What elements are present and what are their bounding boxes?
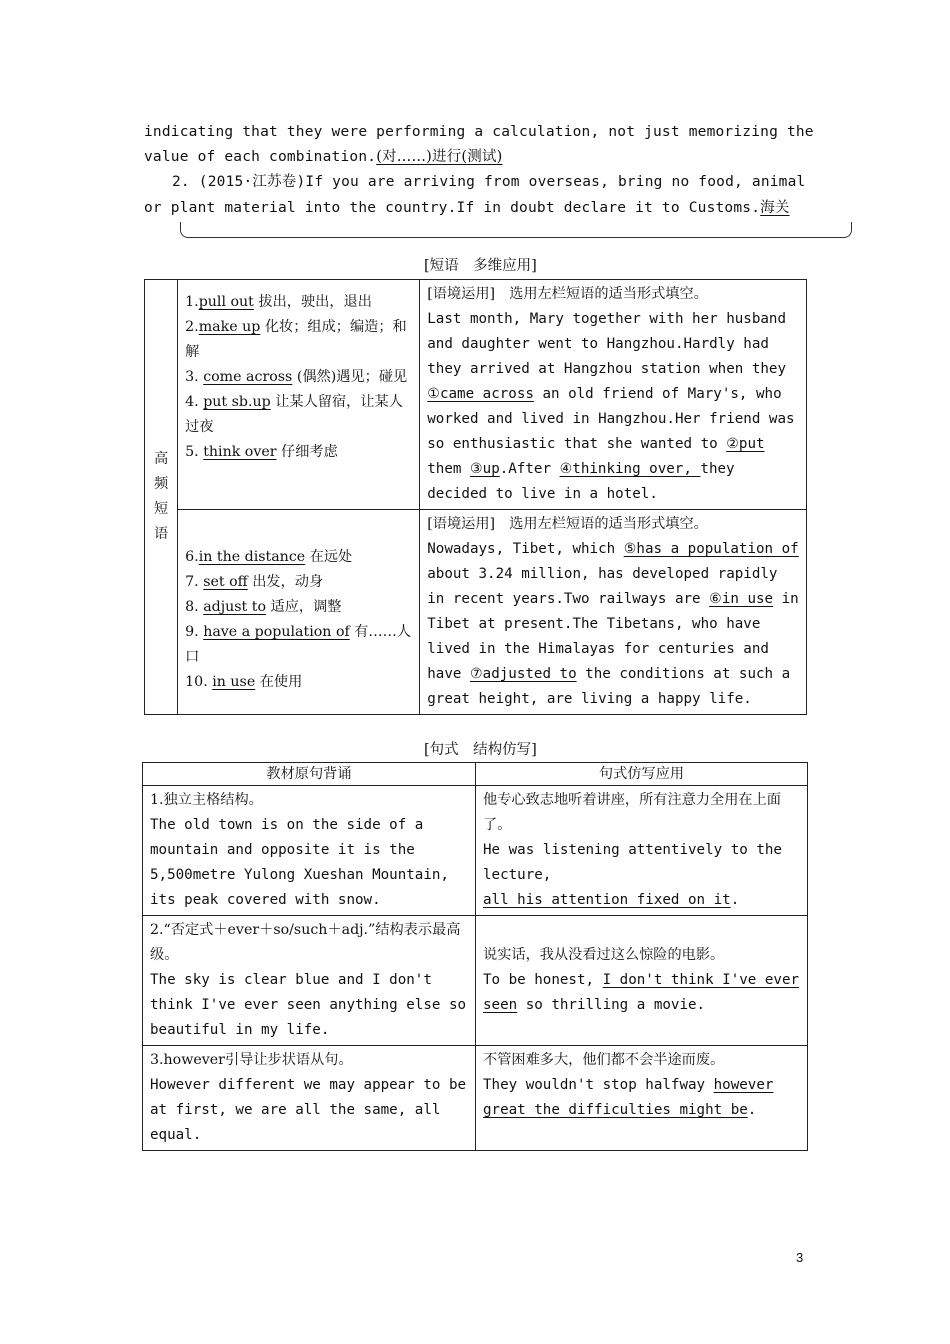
phrase-text: in the distance (198, 549, 306, 565)
blank-answer: ⑦adjusted to (469, 666, 577, 682)
brace-divider (180, 222, 852, 238)
phrase-item: 3. come across (偶然)遇见；碰见 (185, 369, 408, 385)
chinese-prompt: 不管困难多大，他们都不会半途而废。 (483, 1052, 725, 1068)
phrase-item: 9. have a population of 有……人口 (185, 624, 411, 665)
phrase-item: 8. adjust to 适应，调整 (185, 599, 342, 615)
side-label-char: 频 (153, 476, 169, 492)
sentence-row-right (476, 786, 808, 916)
side-label-char: 语 (153, 526, 169, 542)
phrase-text: make up (198, 319, 261, 335)
sentence-row-left (143, 916, 476, 1046)
context-title: [语境运用] 选用左栏短语的适当形式填空。 (427, 286, 708, 302)
blank-answer: ②put (726, 436, 765, 452)
intro-line-3: 2. (2015·江苏卷)If you are arriving from overseas, bring no food, animal (172, 174, 806, 190)
blank-answer: ④thinking over, (559, 461, 701, 477)
context-paragraph: Last month, Mary together with her husband and daughter went to Hangzhou.Hardly had they arrived at Hangzhou station when they ①came across an old friend of Mary's, who worked and lived in Hangzhou.Her friend was so enthusiastic that she wanted to ②put them ③up.After ④thinking over, they decided to live in a hotel. (427, 311, 795, 502)
context-cell-1 (420, 280, 807, 510)
side-label (145, 280, 178, 715)
sentence-row-left (143, 1046, 476, 1151)
phrase-item: 1.pull out 拔出，驶出，退出 (185, 294, 372, 310)
phrase-section-heading: [短语 多维应用] (424, 258, 537, 274)
phrase-text: in use (212, 674, 256, 690)
intro-line-1: indicating that they were performing a calculation, not just memorizing the (144, 124, 814, 140)
blank-answer: ①came across (427, 386, 534, 402)
structure-title: 1.独立主格结构。 (150, 792, 263, 808)
phrase-text: adjust to (203, 599, 266, 615)
imitation-sentence: He was listening attentively to the lecture, all his attention fixed on it. (483, 842, 782, 908)
imitation-sentence: To be honest, I don't think I've ever seen so thrilling a movie. (483, 972, 800, 1013)
phrase-item: 4. put sb.up 让某人留宿，让某人过夜 (185, 394, 403, 435)
sentence-row-left (143, 786, 476, 916)
phrase-list-1 (178, 280, 420, 510)
answer-1: (对……)进行(测试) (376, 149, 503, 165)
phrase-text: pull out (198, 294, 254, 310)
phrase-text: have a population of (203, 624, 350, 640)
side-label-char: 高 (153, 451, 169, 467)
imitation-sentence: They wouldn't stop halfway however great the difficulties might be. (483, 1077, 774, 1118)
sentence-table (142, 762, 808, 1151)
intro-line-2-text: value of each combination. (144, 149, 377, 165)
sentence-section-heading: [句式 结构仿写] (424, 742, 537, 758)
chinese-prompt: 他专心致志地听着讲座，所有注意力全用在上面了。 (483, 792, 781, 833)
blank-answer: ③up (469, 461, 500, 477)
context-paragraph: Nowadays, Tibet, which ⑤has a population of about 3.24 million, has developed rapidly in recent years.Two railways are ⑥in use in Tibet at present.The Tibetans, who have lived in the Himalayas for centuries and have ⑦adjusted to the conditions at such a great height, are living a happy life. (427, 541, 799, 707)
answer-2: 海关 (760, 200, 790, 216)
phrase-item: 5. think over 仔细考虑 (185, 444, 338, 460)
phrase-item: 10. in use 在使用 (185, 674, 303, 690)
structure-title: 2.“否定式＋ever＋so/such＋adj.”结构表示最高级。 (150, 922, 461, 963)
structure-title: 3.however引导让步状语从句。 (150, 1052, 353, 1068)
side-label-char: 短 (153, 501, 169, 517)
phrase-item: 7. set off 出发，动身 (185, 574, 324, 590)
intro-line-4-text: or plant material into the country.If in doubt declare it to Customs. (144, 200, 761, 216)
col-header-left: 教材原句背诵 (143, 763, 476, 786)
original-sentence: The sky is clear blue and I don't think I've ever seen anything else so beautiful in my life. (150, 972, 467, 1038)
phrase-text: set off (203, 574, 248, 590)
sentence-row-right (476, 1046, 808, 1151)
original-sentence: The old town is on the side of a mountain and opposite it is the 5,500metre Yulong Xueshan Mountain, its peak covered with snow. (150, 817, 449, 908)
blank-answer: ⑥in use (709, 591, 774, 607)
intro-line-4 (144, 196, 790, 221)
phrase-table (144, 279, 807, 715)
original-sentence: However different we may appear to be at first, we are all the same, all equal. (150, 1077, 467, 1143)
context-title: [语境运用] 选用左栏短语的适当形式填空。 (427, 516, 708, 532)
phrase-item: 6.in the distance 在远处 (185, 549, 353, 565)
phrase-text: think over (203, 444, 277, 460)
phrase-item: 2.make up 化妆；组成；编造；和解 (185, 319, 407, 360)
col-header-right: 句式仿写应用 (476, 763, 808, 786)
phrase-text: come across (203, 369, 293, 385)
blank-answer: however great the difficulties might be (483, 1077, 774, 1118)
chinese-prompt: 说实话，我从没看过这么惊险的电影。 (483, 947, 725, 963)
blank-answer: all his attention fixed on it (483, 892, 731, 908)
phrase-list-2 (178, 510, 420, 715)
page-number: 3 (796, 1250, 804, 1265)
blank-answer: ⑤has a population of (623, 541, 799, 557)
phrase-text: put sb.up (203, 394, 271, 410)
intro-line-2 (144, 145, 503, 170)
sentence-row-right (476, 916, 808, 1046)
context-cell-2 (420, 510, 807, 715)
blank-answer: I don't think I've ever seen (483, 972, 800, 1013)
